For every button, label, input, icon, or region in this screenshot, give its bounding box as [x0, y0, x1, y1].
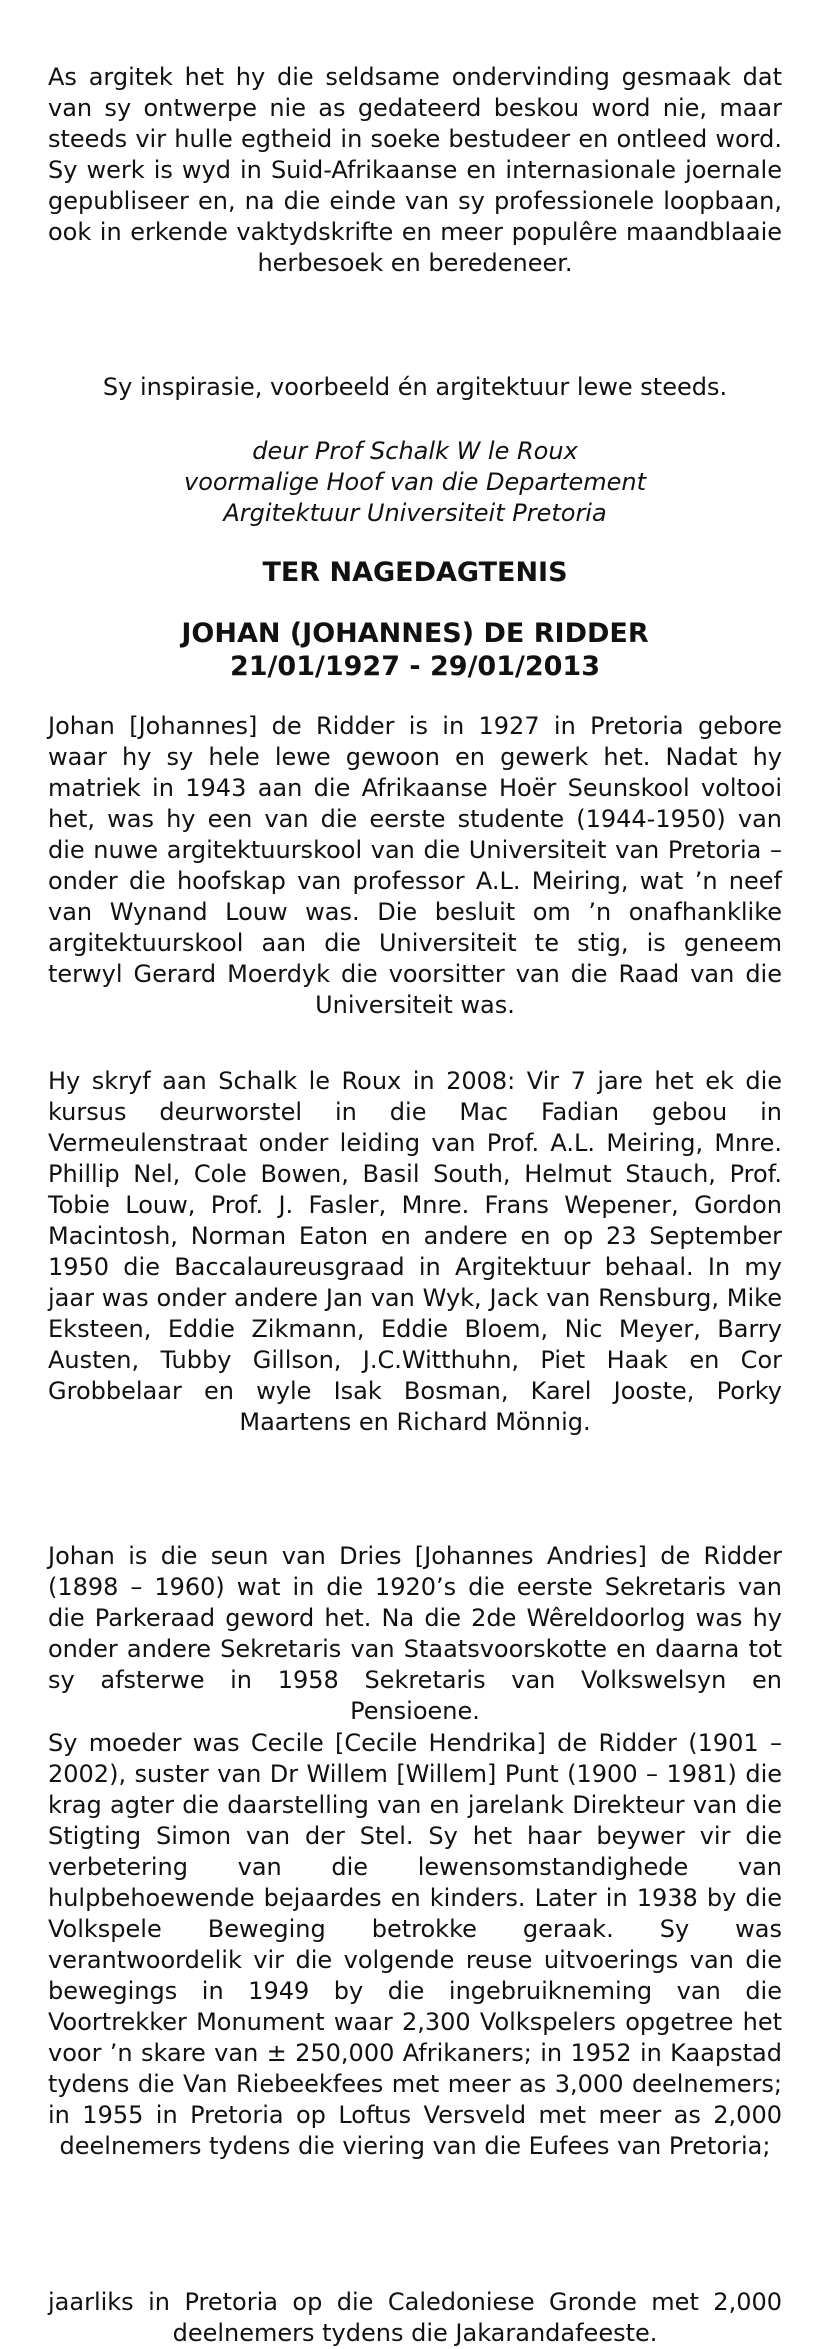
inspiration-line: Sy inspirasie, voorbeeld én argitektuur lewe steeds.	[102, 373, 728, 401]
biography-paragraph-2: Hy skryf aan Schalk le Roux in 2008: Vir 7 jare het ek die kursus deurworstel in die Mac Fadian gebou in Vermeulenstraat onder leiding van Prof. A.L. Meiring, Mnre. Phillip Nel, Cole Bowen, Basil South, Helmut Stauch, Prof. Tobie Louw, Prof. J. Fasler, Mnre. Frans Wepener, Gordon Macintosh, Norman Eaton en andere en op 23 September 1950 die Baccalaureusgraad in Argitektuur behaal. In my jaar was onder andere Jan van Wyk, Jack van Rensburg, Mike Eksteen, Eddie Zikmann, Eddie Bloem, Nic Meyer, Barry Austen, Tubby Gillson, J.C.Witthuhn, Piet Haak en Cor Grobbelaar en wyle Isak Bosman, Karel Jooste, Porky Maartens en Richard Mönnig.	[48, 1067, 782, 1436]
author-role-line: voormalige Hoof van die Departement	[183, 468, 647, 496]
author-department-line: Argitektuur Universiteit Pretoria	[223, 499, 607, 527]
biography-paragraph-4: Sy moeder was Cecile [Cecile Hendrika] de Ridder (1901 – 2002), suster van Dr Willem [Willem] Punt (1900 – 1981) die krag agter die daarstelling van en jarelank Direkteur van die Stigting Simon van der Stel. Sy het haar beywer vir die verbetering van die lewensomstandighede van hulpbehoewende bejaardes en kinders. Later in 1938 by die Volkspele Beweging betrokke geraak. Sy was verantwoordelik vir die volgende reuse uitvoerings van die bewegings in 1949 by die ingebruikneming van die Voortrekker Monument waar 2,300 Volkspelers opgetree het voor ’n skare van ± 250,000 Afrikaners; in 1952 in Kaapstad tydens die Van Riebeekfees met meer as 3,000 deelnemers; in 1955 in Pretoria op Loftus Versveld met meer as 2,000 deelnemers tydens die viering van die Eufees van Pretoria;	[48, 1729, 782, 2160]
memorial-dates: 21/01/1927 - 29/01/2013	[229, 651, 601, 682]
biography-paragraph-1: Johan [Johannes] de Ridder is in 1927 in Pretoria gebore waar hy sy hele lewe gewoon en gewerk het. Nadat hy matriek in 1943 aan die Afrikaanse Hoër Seunskool voltooi het, was hy een van die eerste studente (1944-1950) van die nuwe argitektuurskool van die Universiteit van Pretoria – onder die hoofskap van professor A.L. Meiring, wat ’n neef van Wynand Louw was. Die besluit om ’n onafhanklike argitektuurskool aan die Universiteit te stig, is geneem terwyl Gerard Moerdyk die voorsitter van die Raad van die Universiteit was.	[48, 712, 782, 1019]
memorial-name: JOHAN (JOHANNES) DE RIDDER	[181, 618, 649, 649]
biography-paragraph-3: Johan is die seun van Dries [Johannes Andries] de Ridder (1898 – 1960) wat in die 1920’s die eerste Sekretaris van die Parkeraad geword het. Na die 2de Wêreldoorlog was hy onder andere Sekretaris van Staatsvoorskotte en daarna tot sy afsterwe in 1958 Sekretaris van Volkswelsyn en Pensioene.	[48, 1542, 782, 1725]
memorial-heading: TER NAGEDAGTENIS	[262, 557, 568, 588]
author-line: deur Prof Schalk W le Roux	[252, 437, 578, 465]
biography-paragraph-5: jaarliks in Pretoria op die Caledoniese Gronde met 2,000 deelnemers tydens die Jakarandafeeste.	[48, 2288, 782, 2347]
intro-paragraph: As argitek het hy die seldsame ondervinding gesmaak dat van sy ontwerpe nie as gedateerd beskou word nie, maar steeds vir hulle egtheid in soeke bestudeer en ontleed word. Sy werk is wyd in Suid-Afrikaanse en internasionale joernale gepubliseer en, na die einde van sy professionele loopbaan, ook in erkende vaktydskrifte en meer populêre maandblaaie herbesoek en beredeneer.	[48, 63, 782, 277]
